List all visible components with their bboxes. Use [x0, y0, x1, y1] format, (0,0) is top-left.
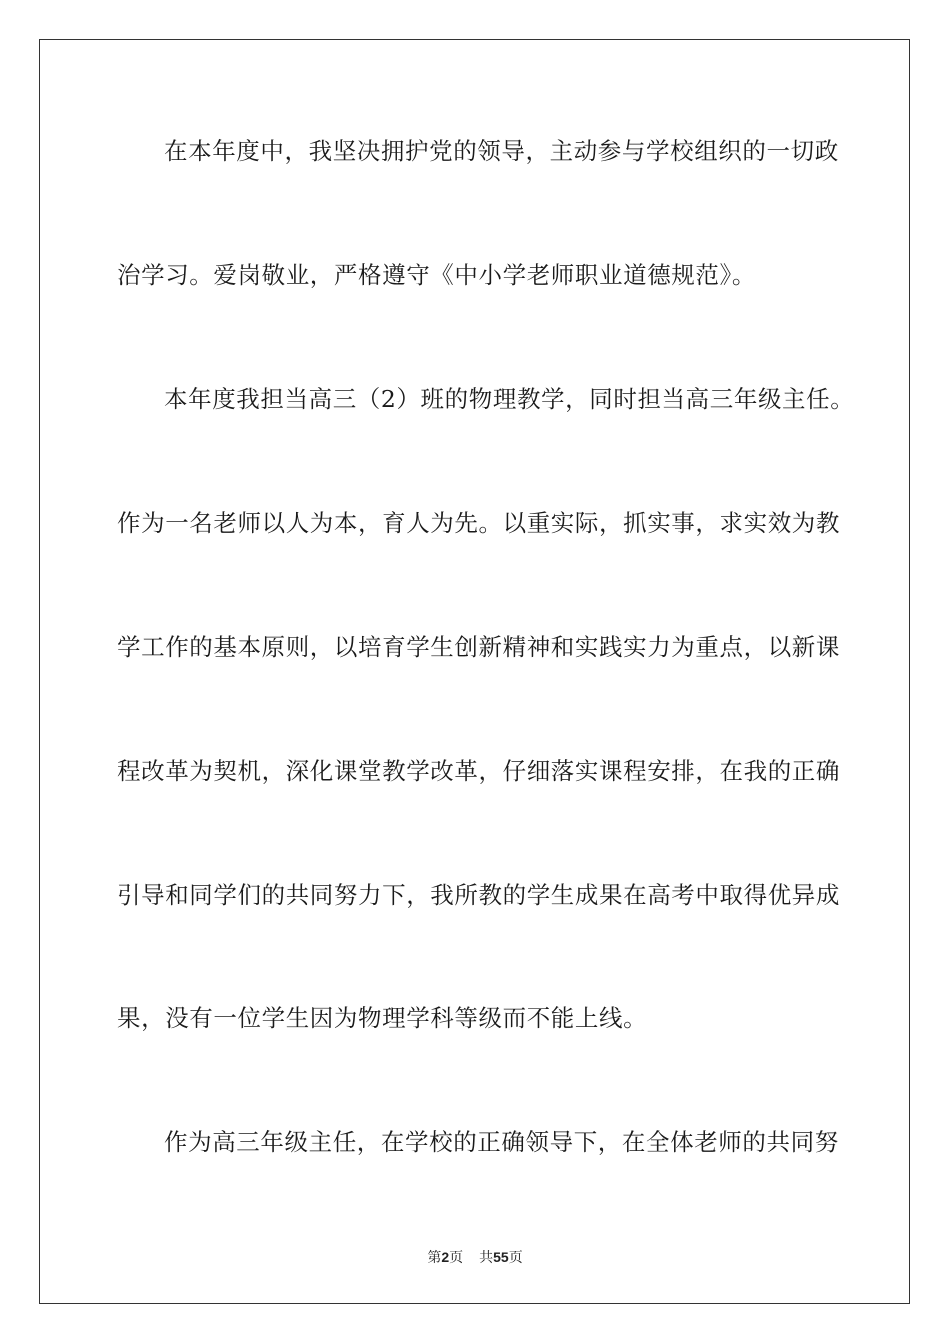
page-suffix: 页	[449, 1250, 464, 1266]
page-prefix: 第	[427, 1250, 442, 1266]
paragraph-line: 引导和同学们的共同努力下，我所教的学生成果在高考中取得优异成	[117, 881, 840, 909]
total-pages: 55	[493, 1249, 509, 1265]
page-footer	[0, 1248, 950, 1267]
paragraph-line: 果，没有一位学生因为物理学科等级而不能上线。	[117, 1004, 648, 1032]
paragraph-line: 学工作的基本原则，以培育学生创新精神和实践实力为重点，以新课	[117, 633, 840, 661]
paragraph-line: 作为一名老师以人为本，育人为先。以重实际，抓实事，求实效为教	[117, 509, 840, 537]
paragraph-line: 本年度我担当高三（2）班的物理教学，同时担当高三年级主任。	[164, 385, 855, 413]
paragraph-line: 治学习。爱岗敬业，严格遵守《中小学老师职业道德规范》。	[117, 261, 756, 289]
page-border	[39, 39, 910, 1304]
paragraph-line: 作为高三年级主任，在学校的正确领导下，在全体老师的共同努	[164, 1128, 839, 1156]
total-prefix: 共	[479, 1250, 494, 1266]
paragraph-line: 在本年度中，我坚决拥护党的领导，主动参与学校组织的一切政	[164, 137, 839, 165]
page-number: 2	[441, 1249, 450, 1265]
paragraph-line: 程改革为契机，深化课堂教学改革，仔细落实课程安排，在我的正确	[117, 757, 840, 785]
total-suffix: 页	[508, 1250, 523, 1266]
